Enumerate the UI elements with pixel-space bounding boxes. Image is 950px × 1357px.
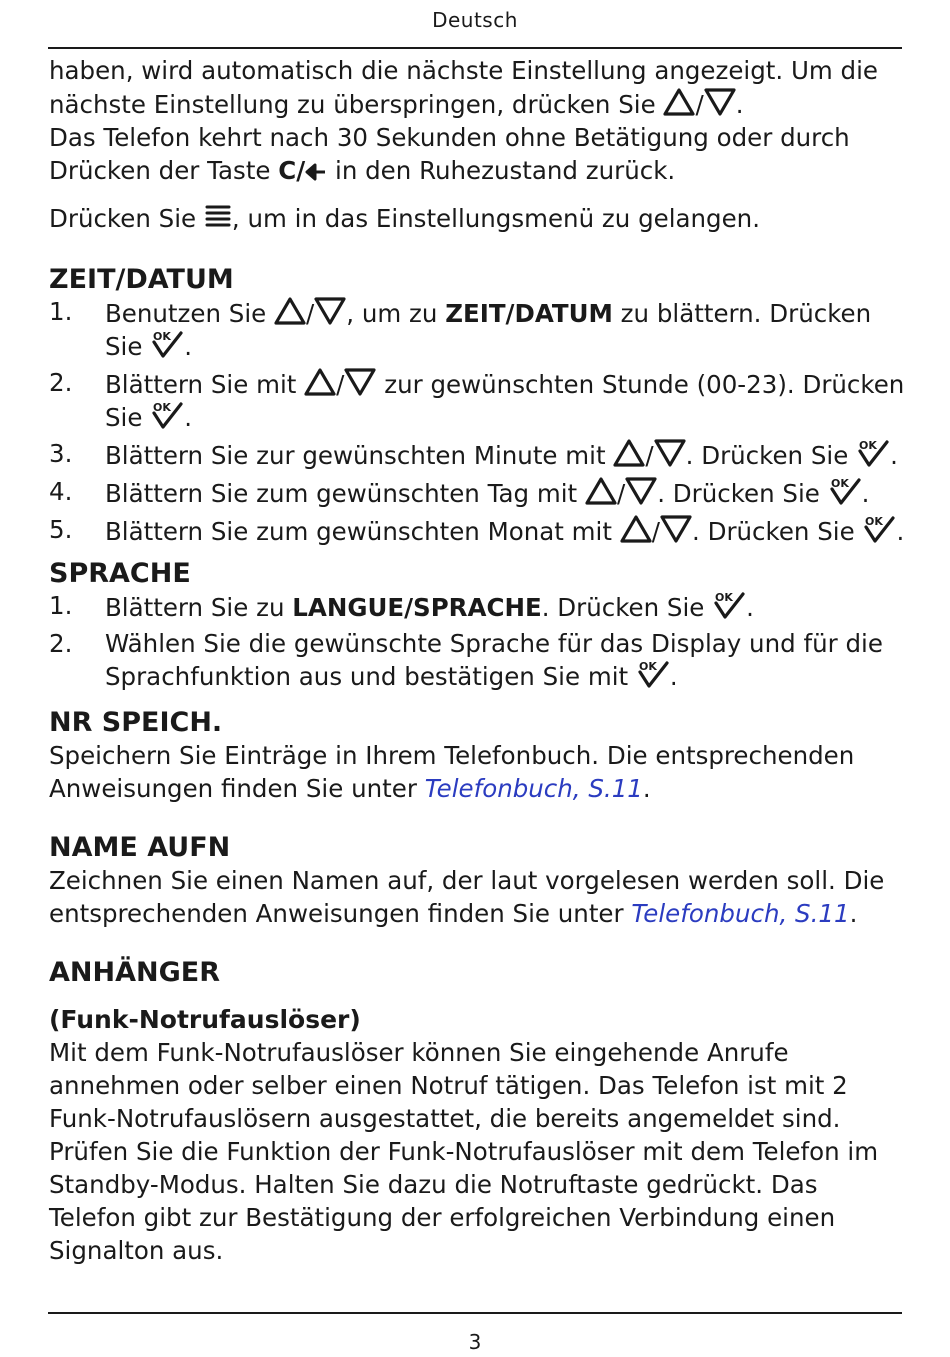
section-title-anhaenger: ANHÄNGER <box>49 957 220 988</box>
ok-check-icon <box>828 476 862 506</box>
list-item: 1. Blättern Sie zu LANGUE/SPRACHE. Drücken Sie . <box>49 591 754 622</box>
ok-check-icon <box>150 329 184 359</box>
list-item: 4. Blättern Sie zum gewünschten Tag mit / . Drücken Sie . <box>49 477 870 508</box>
section-title-name-aufn: NAME AUFN <box>49 832 231 863</box>
list-item: 2. Blättern Sie mit / zur gewünschten Stunde (00-23). Drücken Sie . <box>49 368 905 432</box>
list-item: 5. Blättern Sie zum gewünschten Monat mit / . Drücken Sie . <box>49 515 905 546</box>
back-arrow-icon <box>305 161 327 183</box>
triangle-down-icon <box>625 476 657 506</box>
section-title-sprache: SPRACHE <box>49 558 191 589</box>
triangle-down-icon <box>704 87 736 117</box>
header-divider <box>48 47 902 49</box>
section-subtitle-funk-notrufausloeser: (Funk-Notrufauslöser) <box>49 1005 361 1034</box>
section-title-zeit-datum: ZEIT/DATUM <box>49 264 234 295</box>
ok-check-icon <box>712 590 746 620</box>
intro-paragraph: haben, wird automatisch die nächste Einstellung angezeigt. Um die nächste Einstellung zu überspringen, drücken Sie / . Das Telefon kehrt nach 30 Sekunden ohne Betätigung oder durch Drücken der Taste C/ in den Ruhezustand zurück. <box>49 56 878 185</box>
ok-check-icon <box>636 659 670 689</box>
anhaenger-text: Mit dem Funk-Notrufauslöser können Sie eingehende Anrufe annehmen oder selber einen Notruf tätigen. Das Telefon ist mit 2 Funk-Notrufauslösern ausgestattet, die bereits angemeldet sind. Prüfen Sie die Funktion der Funk-Notrufauslöser mit dem Telefon im Standby-Modus. Halten Sie dazu die Notruftaste gedrückt. Das Telefon gibt zur Bestätigung der erfolgreichen Verbindung einen Signalton aus. <box>49 1038 879 1265</box>
section-title-nr-speich: NR SPEICH. <box>49 707 223 738</box>
telefonbuch-link[interactable]: Telefonbuch, S.11 <box>424 774 643 803</box>
zeit-steps <box>49 296 909 547</box>
key-c-label: C/ <box>278 156 306 185</box>
page-content <box>49 54 909 1267</box>
menu-icon <box>204 201 232 231</box>
triangle-down-icon <box>344 367 376 397</box>
triangle-up-icon <box>620 514 652 544</box>
name-aufn-text: Zeichnen Sie einen Namen auf, der laut vorgelesen werden soll. Die entsprechenden Anweisungen finden Sie unter Telefonbuch, S.11. <box>49 866 885 928</box>
list-item: 3. Blättern Sie zur gewünschten Minute mit / . Drücken Sie . <box>49 439 898 470</box>
nr-speich-text: Speichern Sie Einträge in Ihrem Telefonbuch. Die entsprechenden Anweisungen finden Sie unter Telefonbuch, S.11. <box>49 741 855 803</box>
page-header-language: Deutsch <box>432 8 518 32</box>
list-item: 2. Wählen Sie die gewünschte Sprache für das Display und für die Sprachfunktion aus und bestätigen Sie mit . <box>49 629 883 691</box>
triangle-down-icon <box>654 438 686 468</box>
sprache-steps <box>49 590 909 692</box>
footer-divider <box>48 1312 902 1314</box>
triangle-up-icon <box>585 476 617 506</box>
triangle-down-icon <box>660 514 692 544</box>
triangle-down-icon <box>314 296 346 326</box>
page-number: 3 <box>468 1330 482 1354</box>
triangle-up-icon <box>663 87 695 117</box>
ok-check-icon <box>150 400 184 430</box>
ok-check-icon <box>856 438 890 468</box>
ok-check-icon <box>862 514 896 544</box>
telefonbuch-link[interactable]: Telefonbuch, S.11 <box>631 899 850 928</box>
triangle-up-icon <box>613 438 645 468</box>
triangle-up-icon <box>304 367 336 397</box>
list-item: 1. Benutzen Sie / , um zu ZEIT/DATUM zu blättern. Drücken Sie . <box>49 297 872 361</box>
menu-instruction: Drücken Sie , um in das Einstellungsmenü zu gelangen. <box>49 201 909 235</box>
triangle-up-icon <box>274 296 306 326</box>
